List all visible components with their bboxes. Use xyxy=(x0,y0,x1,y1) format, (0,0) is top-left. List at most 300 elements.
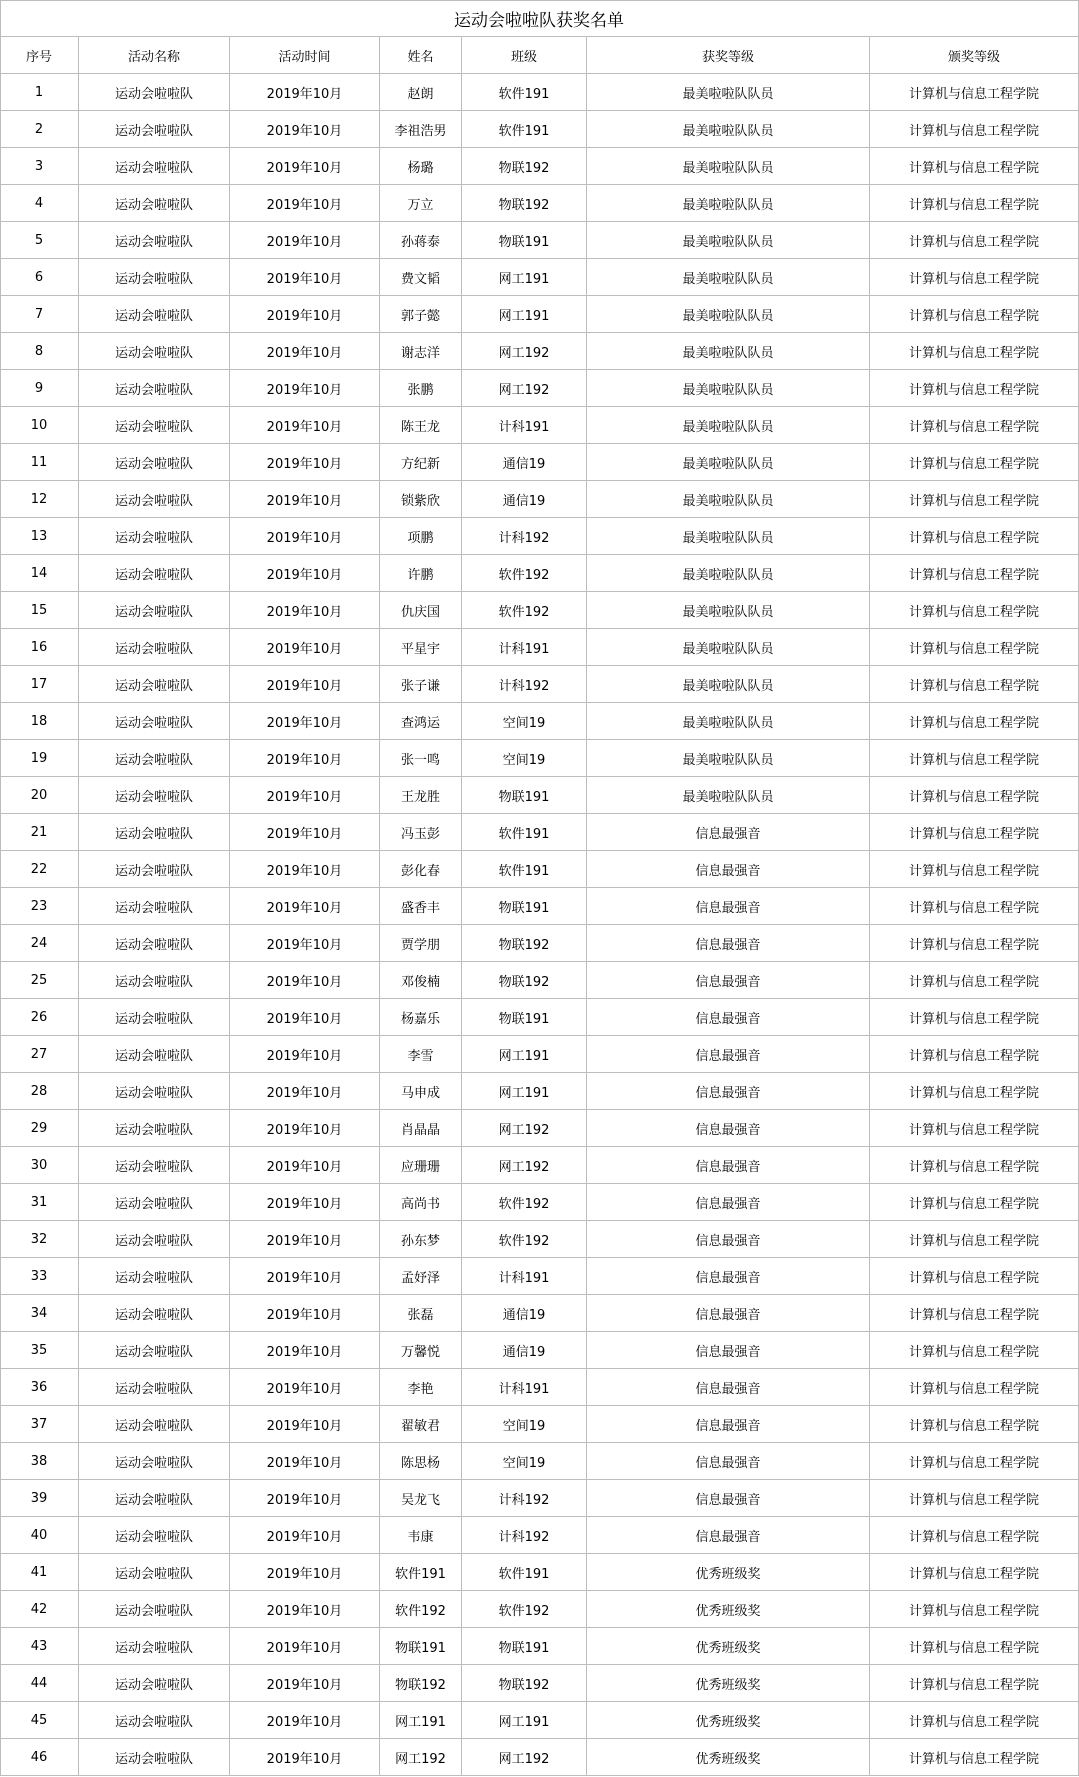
cell-index: 41 xyxy=(0,1554,79,1591)
cell-issuer: 计算机与信息工程学院 xyxy=(870,925,1079,962)
cell-index: 16 xyxy=(0,629,79,666)
cell-award-level: 信息最强音 xyxy=(587,962,870,999)
cell-class: 软件192 xyxy=(462,555,587,592)
cell-index: 18 xyxy=(0,703,79,740)
cell-activity-name: 运动会啦啦队 xyxy=(79,851,230,888)
cell-award-level: 最美啦啦队队员 xyxy=(587,518,870,555)
cell-activity-name: 运动会啦啦队 xyxy=(79,740,230,777)
cell-activity-time: 2019年10月 xyxy=(230,1258,380,1295)
cell-index: 6 xyxy=(0,259,79,296)
cell-index: 8 xyxy=(0,333,79,370)
cell-issuer: 计算机与信息工程学院 xyxy=(870,1147,1079,1184)
cell-student-name: 冯玉彭 xyxy=(380,814,462,851)
cell-activity-name: 运动会啦啦队 xyxy=(79,518,230,555)
cell-index: 43 xyxy=(0,1628,79,1665)
cell-student-name: 项鹏 xyxy=(380,518,462,555)
cell-issuer: 计算机与信息工程学院 xyxy=(870,74,1079,111)
cell-activity-name: 运动会啦啦队 xyxy=(79,777,230,814)
cell-issuer: 计算机与信息工程学院 xyxy=(870,370,1079,407)
cell-index: 23 xyxy=(0,888,79,925)
cell-activity-name: 运动会啦啦队 xyxy=(79,1480,230,1517)
cell-activity-time: 2019年10月 xyxy=(230,1110,380,1147)
cell-issuer: 计算机与信息工程学院 xyxy=(870,1480,1079,1517)
cell-award-level: 信息最强音 xyxy=(587,1036,870,1073)
cell-activity-time: 2019年10月 xyxy=(230,962,380,999)
cell-activity-name: 运动会啦啦队 xyxy=(79,1702,230,1739)
cell-class: 物联192 xyxy=(462,962,587,999)
header-activity-time: 活动时间 xyxy=(230,37,380,74)
cell-activity-name: 运动会啦啦队 xyxy=(79,1369,230,1406)
cell-student-name: 韦康 xyxy=(380,1517,462,1554)
cell-issuer: 计算机与信息工程学院 xyxy=(870,148,1079,185)
cell-class: 物联192 xyxy=(462,148,587,185)
cell-class: 计科191 xyxy=(462,1369,587,1406)
cell-activity-name: 运动会啦啦队 xyxy=(79,1628,230,1665)
cell-student-name: 锁紫欣 xyxy=(380,481,462,518)
cell-issuer: 计算机与信息工程学院 xyxy=(870,1406,1079,1443)
header-activity-name: 活动名称 xyxy=(79,37,230,74)
cell-activity-name: 运动会啦啦队 xyxy=(79,1517,230,1554)
cell-class: 通信19 xyxy=(462,1332,587,1369)
cell-class: 计科192 xyxy=(462,666,587,703)
cell-issuer: 计算机与信息工程学院 xyxy=(870,1739,1079,1776)
cell-student-name: 物联192 xyxy=(380,1665,462,1702)
cell-activity-time: 2019年10月 xyxy=(230,370,380,407)
cell-student-name: 贾学朋 xyxy=(380,925,462,962)
cell-activity-time: 2019年10月 xyxy=(230,740,380,777)
cell-index: 21 xyxy=(0,814,79,851)
cell-student-name: 应珊珊 xyxy=(380,1147,462,1184)
cell-activity-name: 运动会啦啦队 xyxy=(79,74,230,111)
cell-index: 25 xyxy=(0,962,79,999)
cell-index: 9 xyxy=(0,370,79,407)
cell-activity-name: 运动会啦啦队 xyxy=(79,148,230,185)
cell-student-name: 肖晶晶 xyxy=(380,1110,462,1147)
cell-issuer: 计算机与信息工程学院 xyxy=(870,444,1079,481)
cell-award-level: 最美啦啦队队员 xyxy=(587,666,870,703)
cell-issuer: 计算机与信息工程学院 xyxy=(870,703,1079,740)
cell-award-level: 信息最强音 xyxy=(587,999,870,1036)
cell-index: 1 xyxy=(0,74,79,111)
cell-issuer: 计算机与信息工程学院 xyxy=(870,962,1079,999)
cell-index: 28 xyxy=(0,1073,79,1110)
cell-activity-time: 2019年10月 xyxy=(230,555,380,592)
cell-class: 通信19 xyxy=(462,481,587,518)
cell-student-name: 张子谦 xyxy=(380,666,462,703)
cell-class: 空间19 xyxy=(462,703,587,740)
cell-issuer: 计算机与信息工程学院 xyxy=(870,1554,1079,1591)
cell-award-level: 优秀班级奖 xyxy=(587,1591,870,1628)
cell-student-name: 软件191 xyxy=(380,1554,462,1591)
cell-issuer: 计算机与信息工程学院 xyxy=(870,1517,1079,1554)
cell-activity-time: 2019年10月 xyxy=(230,851,380,888)
cell-award-level: 最美啦啦队队员 xyxy=(587,185,870,222)
cell-class: 空间19 xyxy=(462,1406,587,1443)
cell-activity-name: 运动会啦啦队 xyxy=(79,370,230,407)
cell-class: 软件192 xyxy=(462,1184,587,1221)
cell-issuer: 计算机与信息工程学院 xyxy=(870,1184,1079,1221)
cell-activity-time: 2019年10月 xyxy=(230,296,380,333)
cell-class: 网工191 xyxy=(462,1036,587,1073)
cell-class: 网工191 xyxy=(462,259,587,296)
cell-index: 4 xyxy=(0,185,79,222)
header-index: 序号 xyxy=(0,37,79,74)
cell-activity-name: 运动会啦啦队 xyxy=(79,333,230,370)
cell-activity-name: 运动会啦啦队 xyxy=(79,1739,230,1776)
cell-class: 通信19 xyxy=(462,444,587,481)
cell-activity-time: 2019年10月 xyxy=(230,1184,380,1221)
cell-student-name: 孙东梦 xyxy=(380,1221,462,1258)
cell-index: 45 xyxy=(0,1702,79,1739)
cell-activity-time: 2019年10月 xyxy=(230,1480,380,1517)
cell-activity-name: 运动会啦啦队 xyxy=(79,814,230,851)
cell-award-level: 信息最强音 xyxy=(587,814,870,851)
cell-class: 物联191 xyxy=(462,1628,587,1665)
cell-activity-time: 2019年10月 xyxy=(230,333,380,370)
header-class: 班级 xyxy=(462,37,587,74)
cell-issuer: 计算机与信息工程学院 xyxy=(870,851,1079,888)
cell-student-name: 仇庆国 xyxy=(380,592,462,629)
cell-class: 网工192 xyxy=(462,1739,587,1776)
cell-activity-name: 运动会啦啦队 xyxy=(79,444,230,481)
cell-class: 物联191 xyxy=(462,222,587,259)
cell-index: 5 xyxy=(0,222,79,259)
cell-class: 软件191 xyxy=(462,1554,587,1591)
cell-issuer: 计算机与信息工程学院 xyxy=(870,333,1079,370)
cell-student-name: 陈思杨 xyxy=(380,1443,462,1480)
cell-award-level: 优秀班级奖 xyxy=(587,1702,870,1739)
cell-activity-name: 运动会啦啦队 xyxy=(79,1073,230,1110)
cell-activity-time: 2019年10月 xyxy=(230,444,380,481)
cell-activity-time: 2019年10月 xyxy=(230,703,380,740)
cell-issuer: 计算机与信息工程学院 xyxy=(870,666,1079,703)
cell-student-name: 网工191 xyxy=(380,1702,462,1739)
cell-student-name: 李艳 xyxy=(380,1369,462,1406)
cell-activity-name: 运动会啦啦队 xyxy=(79,1036,230,1073)
cell-issuer: 计算机与信息工程学院 xyxy=(870,518,1079,555)
cell-index: 15 xyxy=(0,592,79,629)
cell-issuer: 计算机与信息工程学院 xyxy=(870,259,1079,296)
cell-index: 27 xyxy=(0,1036,79,1073)
cell-award-level: 最美啦啦队队员 xyxy=(587,259,870,296)
cell-activity-name: 运动会啦啦队 xyxy=(79,1147,230,1184)
cell-class: 网工192 xyxy=(462,1147,587,1184)
cell-award-level: 最美啦啦队队员 xyxy=(587,481,870,518)
cell-class: 软件191 xyxy=(462,111,587,148)
cell-activity-time: 2019年10月 xyxy=(230,1739,380,1776)
cell-activity-name: 运动会啦啦队 xyxy=(79,703,230,740)
cell-class: 计科191 xyxy=(462,1258,587,1295)
cell-student-name: 平星宇 xyxy=(380,629,462,666)
cell-activity-name: 运动会啦啦队 xyxy=(79,1295,230,1332)
cell-award-level: 最美啦啦队队员 xyxy=(587,444,870,481)
cell-award-level: 信息最强音 xyxy=(587,1221,870,1258)
cell-award-level: 最美啦啦队队员 xyxy=(587,592,870,629)
cell-student-name: 软件192 xyxy=(380,1591,462,1628)
cell-issuer: 计算机与信息工程学院 xyxy=(870,777,1079,814)
cell-award-level: 信息最强音 xyxy=(587,1184,870,1221)
cell-activity-name: 运动会啦啦队 xyxy=(79,185,230,222)
cell-class: 软件192 xyxy=(462,1221,587,1258)
cell-issuer: 计算机与信息工程学院 xyxy=(870,1628,1079,1665)
cell-activity-time: 2019年10月 xyxy=(230,222,380,259)
cell-award-level: 信息最强音 xyxy=(587,1073,870,1110)
cell-student-name: 费文韬 xyxy=(380,259,462,296)
cell-index: 29 xyxy=(0,1110,79,1147)
cell-index: 30 xyxy=(0,1147,79,1184)
cell-award-level: 信息最强音 xyxy=(587,1332,870,1369)
cell-student-name: 网工192 xyxy=(380,1739,462,1776)
cell-class: 物联191 xyxy=(462,999,587,1036)
cell-activity-name: 运动会啦啦队 xyxy=(79,1332,230,1369)
cell-activity-name: 运动会啦啦队 xyxy=(79,1221,230,1258)
cell-index: 14 xyxy=(0,555,79,592)
cell-activity-name: 运动会啦啦队 xyxy=(79,1258,230,1295)
cell-student-name: 万立 xyxy=(380,185,462,222)
cell-award-level: 信息最强音 xyxy=(587,1480,870,1517)
cell-award-level: 信息最强音 xyxy=(587,1517,870,1554)
cell-student-name: 方纪新 xyxy=(380,444,462,481)
cell-student-name: 邓俊楠 xyxy=(380,962,462,999)
cell-activity-time: 2019年10月 xyxy=(230,1073,380,1110)
cell-award-level: 最美啦啦队队员 xyxy=(587,74,870,111)
cell-award-level: 最美啦啦队队员 xyxy=(587,111,870,148)
cell-activity-time: 2019年10月 xyxy=(230,481,380,518)
cell-activity-name: 运动会啦啦队 xyxy=(79,1443,230,1480)
header-award-level: 获奖等级 xyxy=(587,37,870,74)
cell-issuer: 计算机与信息工程学院 xyxy=(870,999,1079,1036)
cell-award-level: 优秀班级奖 xyxy=(587,1739,870,1776)
cell-index: 33 xyxy=(0,1258,79,1295)
cell-activity-name: 运动会啦啦队 xyxy=(79,555,230,592)
cell-activity-time: 2019年10月 xyxy=(230,1369,380,1406)
cell-class: 网工192 xyxy=(462,333,587,370)
cell-activity-name: 运动会啦啦队 xyxy=(79,629,230,666)
cell-award-level: 信息最强音 xyxy=(587,1443,870,1480)
cell-index: 40 xyxy=(0,1517,79,1554)
cell-issuer: 计算机与信息工程学院 xyxy=(870,629,1079,666)
cell-student-name: 郭子懿 xyxy=(380,296,462,333)
cell-class: 物联192 xyxy=(462,925,587,962)
cell-activity-time: 2019年10月 xyxy=(230,407,380,444)
cell-class: 软件192 xyxy=(462,592,587,629)
cell-issuer: 计算机与信息工程学院 xyxy=(870,1591,1079,1628)
cell-activity-time: 2019年10月 xyxy=(230,888,380,925)
cell-class: 物联191 xyxy=(462,888,587,925)
cell-student-name: 彭化春 xyxy=(380,851,462,888)
cell-class: 软件191 xyxy=(462,814,587,851)
cell-class: 物联191 xyxy=(462,777,587,814)
cell-activity-name: 运动会啦啦队 xyxy=(79,925,230,962)
cell-award-level: 最美啦啦队队员 xyxy=(587,370,870,407)
cell-issuer: 计算机与信息工程学院 xyxy=(870,888,1079,925)
cell-student-name: 张磊 xyxy=(380,1295,462,1332)
cell-issuer: 计算机与信息工程学院 xyxy=(870,1702,1079,1739)
cell-activity-name: 运动会啦啦队 xyxy=(79,666,230,703)
cell-student-name: 高尚书 xyxy=(380,1184,462,1221)
cell-activity-time: 2019年10月 xyxy=(230,777,380,814)
cell-student-name: 王龙胜 xyxy=(380,777,462,814)
cell-class: 软件192 xyxy=(462,1591,587,1628)
cell-issuer: 计算机与信息工程学院 xyxy=(870,1258,1079,1295)
cell-activity-time: 2019年10月 xyxy=(230,1406,380,1443)
cell-activity-time: 2019年10月 xyxy=(230,1295,380,1332)
cell-issuer: 计算机与信息工程学院 xyxy=(870,222,1079,259)
cell-award-level: 最美啦啦队队员 xyxy=(587,777,870,814)
cell-class: 空间19 xyxy=(462,1443,587,1480)
cell-index: 10 xyxy=(0,407,79,444)
cell-issuer: 计算机与信息工程学院 xyxy=(870,1110,1079,1147)
cell-index: 31 xyxy=(0,1184,79,1221)
cell-class: 物联192 xyxy=(462,1665,587,1702)
cell-issuer: 计算机与信息工程学院 xyxy=(870,555,1079,592)
cell-issuer: 计算机与信息工程学院 xyxy=(870,1332,1079,1369)
cell-issuer: 计算机与信息工程学院 xyxy=(870,814,1079,851)
cell-activity-name: 运动会啦啦队 xyxy=(79,222,230,259)
cell-class: 网工191 xyxy=(462,296,587,333)
cell-activity-name: 运动会啦啦队 xyxy=(79,999,230,1036)
cell-award-level: 最美啦啦队队员 xyxy=(587,222,870,259)
cell-index: 37 xyxy=(0,1406,79,1443)
cell-activity-name: 运动会啦啦队 xyxy=(79,1665,230,1702)
cell-award-level: 信息最强音 xyxy=(587,888,870,925)
cell-class: 网工191 xyxy=(462,1702,587,1739)
cell-activity-time: 2019年10月 xyxy=(230,925,380,962)
cell-index: 26 xyxy=(0,999,79,1036)
cell-award-level: 优秀班级奖 xyxy=(587,1665,870,1702)
cell-index: 13 xyxy=(0,518,79,555)
cell-student-name: 杨璐 xyxy=(380,148,462,185)
cell-student-name: 张一鸣 xyxy=(380,740,462,777)
cell-index: 3 xyxy=(0,148,79,185)
cell-award-level: 信息最强音 xyxy=(587,1147,870,1184)
cell-activity-name: 运动会啦啦队 xyxy=(79,481,230,518)
cell-student-name: 杨嘉乐 xyxy=(380,999,462,1036)
cell-issuer: 计算机与信息工程学院 xyxy=(870,1665,1079,1702)
cell-award-level: 信息最强音 xyxy=(587,1110,870,1147)
cell-activity-name: 运动会啦啦队 xyxy=(79,962,230,999)
cell-award-level: 信息最强音 xyxy=(587,1369,870,1406)
cell-activity-name: 运动会啦啦队 xyxy=(79,1184,230,1221)
cell-class: 计科191 xyxy=(462,407,587,444)
cell-issuer: 计算机与信息工程学院 xyxy=(870,1036,1079,1073)
cell-activity-name: 运动会啦啦队 xyxy=(79,111,230,148)
cell-issuer: 计算机与信息工程学院 xyxy=(870,1369,1079,1406)
cell-award-level: 优秀班级奖 xyxy=(587,1628,870,1665)
cell-activity-time: 2019年10月 xyxy=(230,1591,380,1628)
cell-activity-name: 运动会啦啦队 xyxy=(79,1554,230,1591)
cell-activity-time: 2019年10月 xyxy=(230,1517,380,1554)
cell-class: 软件191 xyxy=(462,851,587,888)
cell-student-name: 谢志洋 xyxy=(380,333,462,370)
cell-index: 11 xyxy=(0,444,79,481)
cell-award-level: 最美啦啦队队员 xyxy=(587,296,870,333)
cell-activity-time: 2019年10月 xyxy=(230,74,380,111)
cell-student-name: 张鹏 xyxy=(380,370,462,407)
cell-index: 44 xyxy=(0,1665,79,1702)
cell-activity-name: 运动会啦啦队 xyxy=(79,259,230,296)
cell-award-level: 最美啦啦队队员 xyxy=(587,629,870,666)
cell-issuer: 计算机与信息工程学院 xyxy=(870,592,1079,629)
cell-class: 计科192 xyxy=(462,1480,587,1517)
cell-class: 计科192 xyxy=(462,518,587,555)
cell-index: 22 xyxy=(0,851,79,888)
cell-index: 20 xyxy=(0,777,79,814)
cell-student-name: 查鸿运 xyxy=(380,703,462,740)
cell-activity-time: 2019年10月 xyxy=(230,1628,380,1665)
cell-award-level: 最美啦啦队队员 xyxy=(587,555,870,592)
cell-issuer: 计算机与信息工程学院 xyxy=(870,1073,1079,1110)
cell-student-name: 许鹏 xyxy=(380,555,462,592)
cell-index: 35 xyxy=(0,1332,79,1369)
cell-activity-name: 运动会啦啦队 xyxy=(79,888,230,925)
cell-student-name: 翟敏君 xyxy=(380,1406,462,1443)
cell-award-level: 信息最强音 xyxy=(587,1295,870,1332)
cell-activity-time: 2019年10月 xyxy=(230,592,380,629)
cell-activity-time: 2019年10月 xyxy=(230,1221,380,1258)
cell-award-level: 最美啦啦队队员 xyxy=(587,740,870,777)
cell-index: 19 xyxy=(0,740,79,777)
cell-student-name: 孙蒋泰 xyxy=(380,222,462,259)
cell-index: 42 xyxy=(0,1591,79,1628)
cell-student-name: 物联191 xyxy=(380,1628,462,1665)
cell-activity-time: 2019年10月 xyxy=(230,1147,380,1184)
cell-issuer: 计算机与信息工程学院 xyxy=(870,740,1079,777)
cell-class: 网工192 xyxy=(462,370,587,407)
cell-class: 物联192 xyxy=(462,185,587,222)
cell-award-level: 最美啦啦队队员 xyxy=(587,703,870,740)
cell-activity-name: 运动会啦啦队 xyxy=(79,1591,230,1628)
cell-activity-time: 2019年10月 xyxy=(230,1554,380,1591)
cell-activity-time: 2019年10月 xyxy=(230,1332,380,1369)
cell-student-name: 吴龙飞 xyxy=(380,1480,462,1517)
cell-activity-time: 2019年10月 xyxy=(230,518,380,555)
cell-index: 12 xyxy=(0,481,79,518)
cell-activity-time: 2019年10月 xyxy=(230,1036,380,1073)
cell-class: 空间19 xyxy=(462,740,587,777)
cell-student-name: 盛香丰 xyxy=(380,888,462,925)
page-title: 运动会啦啦队获奖名单 xyxy=(0,0,1079,37)
cell-index: 34 xyxy=(0,1295,79,1332)
cell-class: 软件191 xyxy=(462,74,587,111)
cell-index: 36 xyxy=(0,1369,79,1406)
cell-award-level: 信息最强音 xyxy=(587,1258,870,1295)
cell-award-level: 最美啦啦队队员 xyxy=(587,407,870,444)
header-issuer: 颁奖等级 xyxy=(870,37,1079,74)
cell-activity-time: 2019年10月 xyxy=(230,814,380,851)
cell-activity-time: 2019年10月 xyxy=(230,1665,380,1702)
cell-student-name: 马申成 xyxy=(380,1073,462,1110)
cell-issuer: 计算机与信息工程学院 xyxy=(870,407,1079,444)
cell-student-name: 孟妤泽 xyxy=(380,1258,462,1295)
cell-student-name: 赵朗 xyxy=(380,74,462,111)
cell-award-level: 优秀班级奖 xyxy=(587,1554,870,1591)
cell-student-name: 万馨悦 xyxy=(380,1332,462,1369)
cell-activity-name: 运动会啦啦队 xyxy=(79,1406,230,1443)
cell-activity-time: 2019年10月 xyxy=(230,259,380,296)
cell-index: 17 xyxy=(0,666,79,703)
cell-award-level: 最美啦啦队队员 xyxy=(587,333,870,370)
cell-issuer: 计算机与信息工程学院 xyxy=(870,481,1079,518)
cell-activity-time: 2019年10月 xyxy=(230,999,380,1036)
cell-activity-name: 运动会啦啦队 xyxy=(79,1110,230,1147)
cell-activity-name: 运动会啦啦队 xyxy=(79,407,230,444)
cell-award-level: 信息最强音 xyxy=(587,925,870,962)
cell-index: 24 xyxy=(0,925,79,962)
cell-activity-time: 2019年10月 xyxy=(230,1443,380,1480)
cell-award-level: 信息最强音 xyxy=(587,1406,870,1443)
cell-index: 46 xyxy=(0,1739,79,1776)
